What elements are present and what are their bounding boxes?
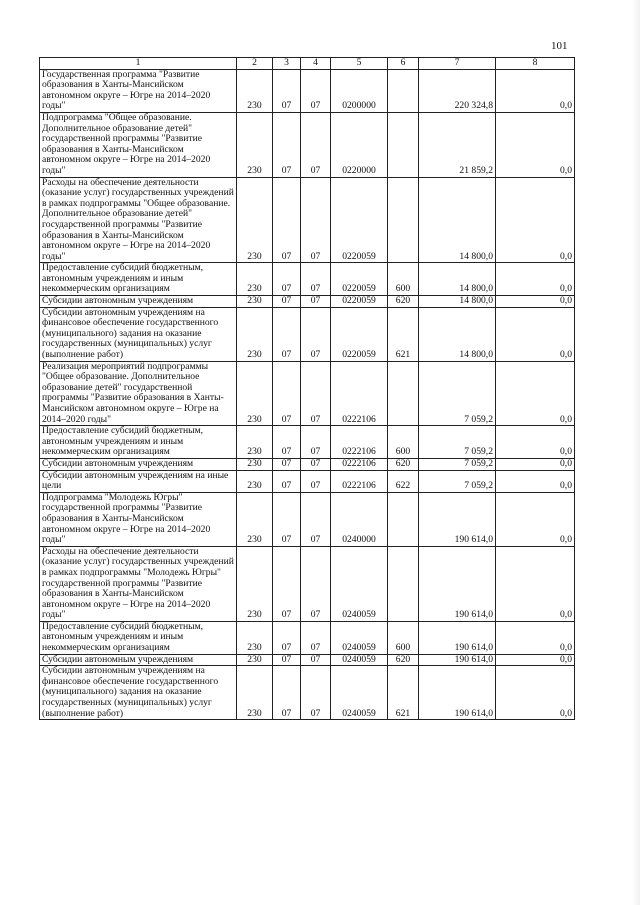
row-amount2-cell: 0,0	[496, 263, 575, 296]
row-amount2-cell: 0,0	[496, 470, 575, 492]
header-col-1: 1	[40, 58, 237, 70]
row-amount-cell: 14 800,0	[419, 307, 496, 361]
table-header-row	[40, 58, 575, 70]
row-col4-cell: 07	[301, 654, 331, 666]
row-col3-cell: 07	[273, 492, 301, 546]
row-col5-cell: 0222106	[331, 470, 388, 492]
header-col-4: 4	[301, 58, 331, 70]
row-col6-cell	[388, 546, 419, 621]
row-amount-cell: 14 800,0	[419, 177, 496, 263]
row-name-cell: Государственная программа "Развитие образования в Ханты-Мансийском автономном округе – Югре на 2014–2020 годы"	[40, 69, 237, 112]
row-name-cell: Предоставление субсидий бюджетным, автономным учреждениям и иным некоммерческим организациям	[40, 263, 237, 296]
row-col3-cell: 07	[273, 263, 301, 296]
table-row	[40, 426, 575, 459]
row-amount-cell: 14 800,0	[419, 296, 496, 308]
row-amount-cell: 190 614,0	[419, 666, 496, 720]
row-amount2-cell: 0,0	[496, 112, 575, 177]
header-col-8: 8	[496, 58, 575, 70]
row-name-cell: Субсидии автономным учреждениям	[40, 296, 237, 308]
row-amount-cell: 7 059,2	[419, 458, 496, 470]
row-col3-cell: 07	[273, 470, 301, 492]
row-col3-cell: 07	[273, 621, 301, 654]
row-name-cell: Субсидии автономным учреждениям на иные цели	[40, 470, 237, 492]
row-amount2-cell: 0,0	[496, 69, 575, 112]
row-col4-cell: 07	[301, 112, 331, 177]
row-col4-cell: 07	[301, 470, 331, 492]
row-amount-cell: 220 324,8	[419, 69, 496, 112]
row-amount2-cell: 0,0	[496, 361, 575, 426]
row-col2-cell: 230	[237, 546, 273, 621]
table-row	[40, 458, 575, 470]
row-col6-cell: 620	[388, 654, 419, 666]
row-col3-cell: 07	[273, 177, 301, 263]
row-name-cell: Субсидии автономным учреждениям на финансовое обеспечение государственного (муниципального) задания на оказание государственных (муниципальных) услуг (выполнение работ)	[40, 666, 237, 720]
row-col2-cell: 230	[237, 69, 273, 112]
row-col3-cell: 07	[273, 69, 301, 112]
scan-edge-shadow	[632, 0, 640, 905]
row-col4-cell: 07	[301, 263, 331, 296]
row-col2-cell: 230	[237, 263, 273, 296]
row-col5-cell: 0222106	[331, 458, 388, 470]
row-amount-cell: 190 614,0	[419, 654, 496, 666]
row-col6-cell	[388, 177, 419, 263]
table-row	[40, 296, 575, 308]
row-col3-cell: 07	[273, 654, 301, 666]
row-col5-cell: 0222106	[331, 426, 388, 459]
table-body	[40, 69, 575, 720]
row-col4-cell: 07	[301, 621, 331, 654]
row-col5-cell: 0222106	[331, 361, 388, 426]
row-col4-cell: 07	[301, 426, 331, 459]
row-col6-cell	[388, 69, 419, 112]
row-amount2-cell: 0,0	[496, 458, 575, 470]
row-name-cell: Субсидии автономным учреждениям на финансовое обеспечение государственного (муниципального) задания на оказание государственных (муниципальных) услуг (выполнение работ)	[40, 307, 237, 361]
row-col4-cell: 07	[301, 177, 331, 263]
row-col2-cell: 230	[237, 361, 273, 426]
row-col2-cell: 230	[237, 307, 273, 361]
row-col6-cell: 622	[388, 470, 419, 492]
row-col2-cell: 230	[237, 426, 273, 459]
row-col3-cell: 07	[273, 112, 301, 177]
row-amount2-cell: 0,0	[496, 426, 575, 459]
row-amount-cell: 7 059,2	[419, 470, 496, 492]
row-amount-cell: 190 614,0	[419, 621, 496, 654]
row-col6-cell: 600	[388, 621, 419, 654]
row-col5-cell: 0220059	[331, 177, 388, 263]
row-col6-cell: 600	[388, 263, 419, 296]
row-col2-cell: 230	[237, 492, 273, 546]
row-col3-cell: 07	[273, 666, 301, 720]
row-col4-cell: 07	[301, 69, 331, 112]
header-col-6: 6	[388, 58, 419, 70]
row-col5-cell: 0220059	[331, 263, 388, 296]
row-col3-cell: 07	[273, 426, 301, 459]
header-col-7: 7	[419, 58, 496, 70]
header-col-3: 3	[273, 58, 301, 70]
row-col2-cell: 230	[237, 458, 273, 470]
row-amount2-cell: 0,0	[496, 307, 575, 361]
row-amount2-cell: 0,0	[496, 621, 575, 654]
row-name-cell: Реализация мероприятий подпрограммы "Общее образование. Дополнительное образование детей" государственной программы "Развитие образования в Ханты-Мансийском автономном округе – Югре на 2014–2020 годы"	[40, 361, 237, 426]
row-col6-cell: 600	[388, 426, 419, 459]
table-row	[40, 621, 575, 654]
row-col5-cell: 0240059	[331, 666, 388, 720]
row-amount2-cell: 0,0	[496, 177, 575, 263]
row-name-cell: Предоставление субсидий бюджетным, автономным учреждениям и иным некоммерческим организациям	[40, 426, 237, 459]
row-amount-cell: 190 614,0	[419, 546, 496, 621]
row-col6-cell	[388, 112, 419, 177]
row-col2-cell: 230	[237, 177, 273, 263]
table-row	[40, 666, 575, 720]
row-amount2-cell: 0,0	[496, 546, 575, 621]
table-row	[40, 307, 575, 361]
row-amount2-cell: 0,0	[496, 492, 575, 546]
row-name-cell: Предоставление субсидий бюджетным, автономным учреждениям и иным некоммерческим организациям	[40, 621, 237, 654]
row-col3-cell: 07	[273, 361, 301, 426]
row-col2-cell: 230	[237, 112, 273, 177]
row-name-cell: Субсидии автономным учреждениям	[40, 654, 237, 666]
table-row	[40, 69, 575, 112]
row-col2-cell: 230	[237, 654, 273, 666]
row-col4-cell: 07	[301, 458, 331, 470]
row-name-cell: Расходы на обеспечение деятельности (оказание услуг) государственных учреждений в рамках подпрограммы "Общее образование. Дополнительное образование детей" государственной программы "Развитие образования в Ханты-Мансийском автономном округе – Югре на 2014–2020 годы"	[40, 177, 237, 263]
table-row	[40, 546, 575, 621]
row-col5-cell: 0200000	[331, 69, 388, 112]
row-amount-cell: 7 059,2	[419, 361, 496, 426]
row-name-cell: Подпрограмма "Молодежь Югры" государственной программы "Развитие образования в Ханты-Мансийском автономном округе – Югре на 2014–2020 годы"	[40, 492, 237, 546]
row-col6-cell	[388, 361, 419, 426]
row-col2-cell: 230	[237, 666, 273, 720]
row-col5-cell: 0240000	[331, 492, 388, 546]
row-name-cell: Расходы на обеспечение деятельности (оказание услуг) государственных учреждений в рамках подпрограммы "Молодежь Югры" государственной программы "Развитие образования в Ханты-Мансийском автономном округе – Югре на 2014–2020 годы"	[40, 546, 237, 621]
row-col5-cell: 0240059	[331, 546, 388, 621]
row-col2-cell: 230	[237, 296, 273, 308]
budget-table	[39, 57, 575, 720]
row-col6-cell: 620	[388, 458, 419, 470]
row-col5-cell: 0240059	[331, 621, 388, 654]
row-col4-cell: 07	[301, 307, 331, 361]
row-col4-cell: 07	[301, 361, 331, 426]
row-amount-cell: 14 800,0	[419, 263, 496, 296]
table-row	[40, 361, 575, 426]
row-col4-cell: 07	[301, 296, 331, 308]
row-amount-cell: 7 059,2	[419, 426, 496, 459]
row-amount-cell: 190 614,0	[419, 492, 496, 546]
row-col4-cell: 07	[301, 492, 331, 546]
table-row	[40, 654, 575, 666]
row-col2-cell: 230	[237, 470, 273, 492]
header-col-2: 2	[237, 58, 273, 70]
row-name-cell: Субсидии автономным учреждениям	[40, 458, 237, 470]
table-row	[40, 177, 575, 263]
row-amount2-cell: 0,0	[496, 666, 575, 720]
row-col5-cell: 0220059	[331, 296, 388, 308]
row-name-cell: Подпрограмма "Общее образование. Дополнительное образование детей" государственной программы "Развитие образования в Ханты-Мансийском автономном округе – Югре на 2014–2020 годы"	[40, 112, 237, 177]
row-amount2-cell: 0,0	[496, 296, 575, 308]
table-row	[40, 492, 575, 546]
table-row	[40, 470, 575, 492]
header-col-5: 5	[331, 58, 388, 70]
row-col6-cell: 620	[388, 296, 419, 308]
row-col3-cell: 07	[273, 296, 301, 308]
table-row	[40, 263, 575, 296]
row-amount2-cell: 0,0	[496, 654, 575, 666]
row-col3-cell: 07	[273, 307, 301, 361]
row-col5-cell: 0220000	[331, 112, 388, 177]
row-col2-cell: 230	[237, 621, 273, 654]
page-number: 101	[551, 40, 568, 52]
row-amount-cell: 21 859,2	[419, 112, 496, 177]
row-col3-cell: 07	[273, 546, 301, 621]
row-col6-cell	[388, 492, 419, 546]
row-col4-cell: 07	[301, 666, 331, 720]
table-row	[40, 112, 575, 177]
row-col6-cell: 621	[388, 666, 419, 720]
row-col3-cell: 07	[273, 458, 301, 470]
row-col5-cell: 0240059	[331, 654, 388, 666]
row-col5-cell: 0220059	[331, 307, 388, 361]
row-col6-cell: 621	[388, 307, 419, 361]
row-col4-cell: 07	[301, 546, 331, 621]
